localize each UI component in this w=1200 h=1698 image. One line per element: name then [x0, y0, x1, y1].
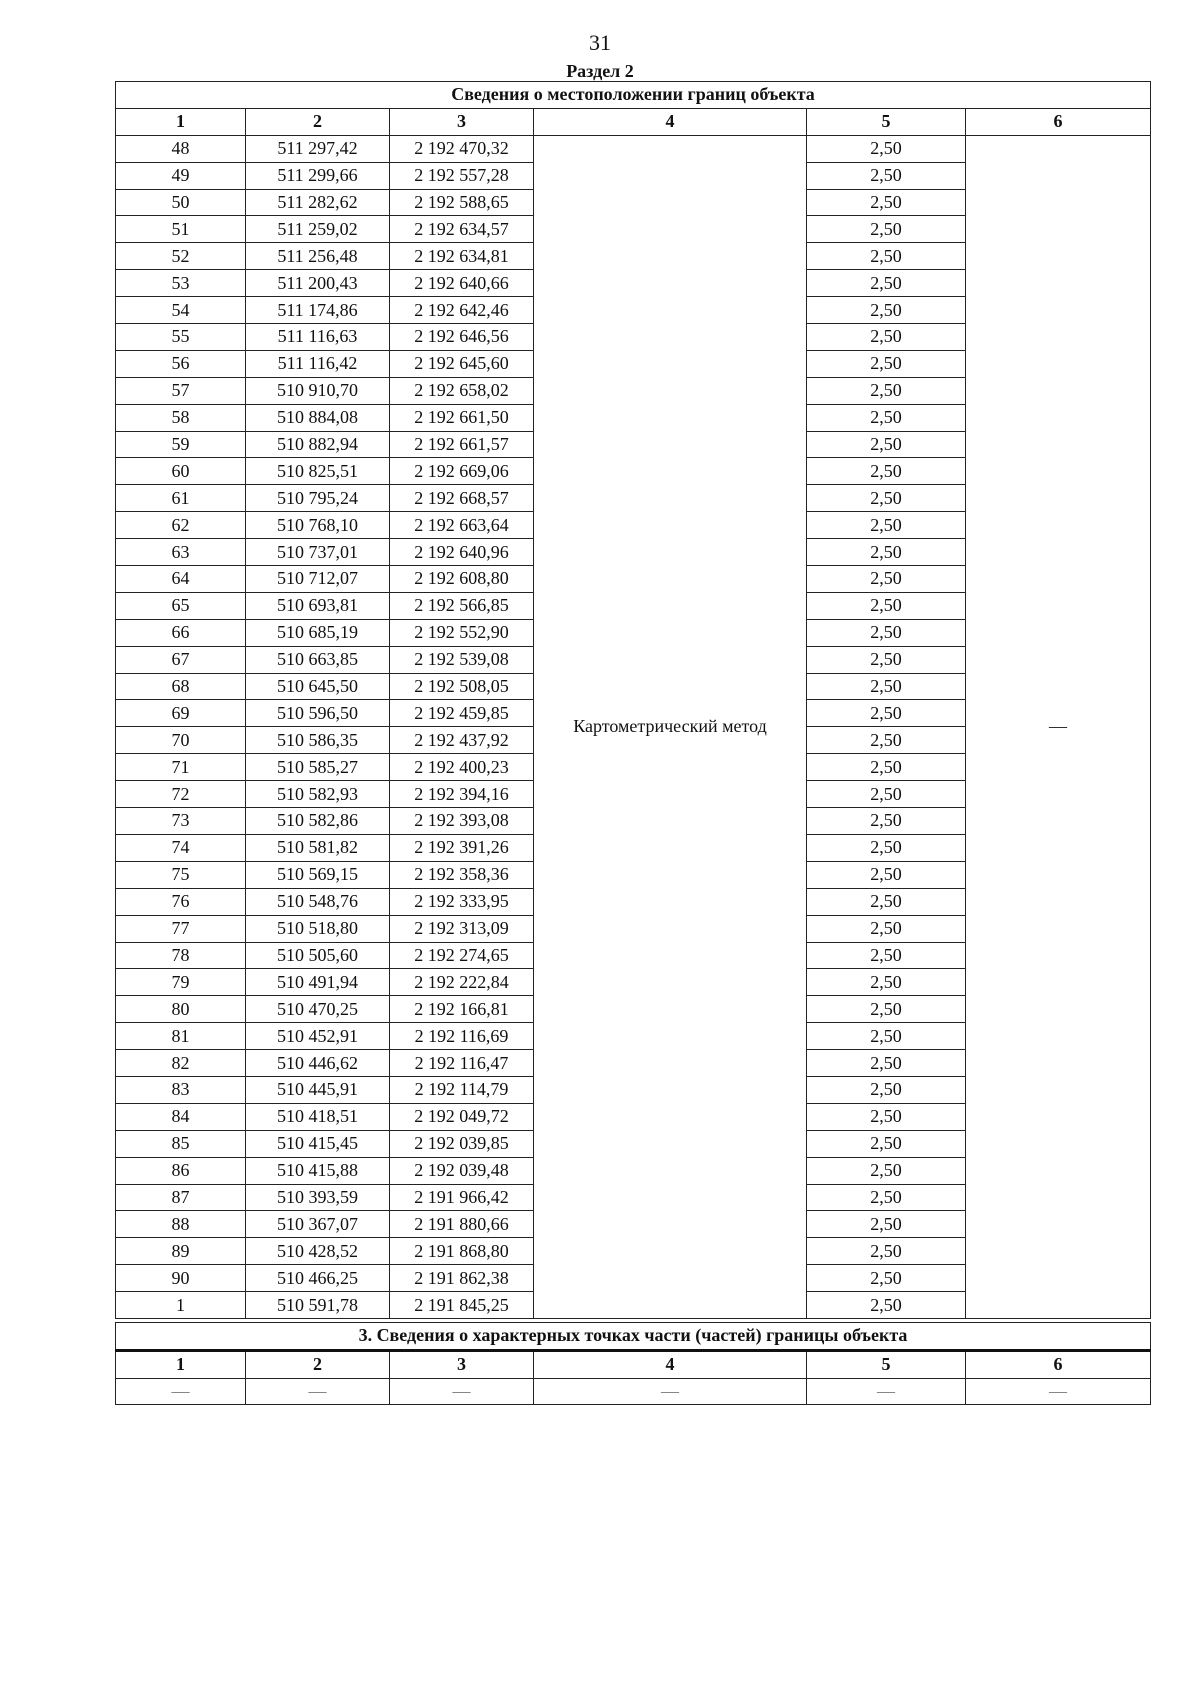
x-coordinate-cell: 510 582,93 — [246, 781, 390, 808]
x-coordinate-cell: 510 581,82 — [246, 834, 390, 861]
x-coordinate-cell: 510 768,10 — [246, 512, 390, 539]
point-number-cell: 90 — [116, 1265, 246, 1292]
x-coordinate-cell: 510 466,25 — [246, 1265, 390, 1292]
point-number-cell: 55 — [116, 324, 246, 351]
accuracy-cell: 2,50 — [807, 619, 966, 646]
x-coordinate-cell: 511 297,42 — [246, 135, 390, 162]
section3-title-row — [116, 1323, 1151, 1351]
point-number-cell: 48 — [116, 135, 246, 162]
table-cell: — — [534, 1378, 807, 1405]
y-coordinate-cell: 2 192 658,02 — [390, 377, 534, 404]
table-cell: — — [246, 1378, 390, 1405]
y-coordinate-cell: 2 192 663,64 — [390, 512, 534, 539]
x-coordinate-cell: 510 596,50 — [246, 700, 390, 727]
x-coordinate-cell: 510 569,15 — [246, 861, 390, 888]
y-coordinate-cell: 2 192 391,26 — [390, 834, 534, 861]
boundary-coordinates-table — [115, 81, 1151, 1319]
column-header: 4 — [534, 108, 807, 135]
point-number-cell: 74 — [116, 834, 246, 861]
x-coordinate-cell: 510 586,35 — [246, 727, 390, 754]
point-number-cell: 68 — [116, 673, 246, 700]
accuracy-cell: 2,50 — [807, 1157, 966, 1184]
x-coordinate-cell: 510 884,08 — [246, 404, 390, 431]
y-coordinate-cell: 2 192 566,85 — [390, 592, 534, 619]
accuracy-cell: 2,50 — [807, 834, 966, 861]
y-coordinate-cell: 2 192 358,36 — [390, 861, 534, 888]
y-coordinate-cell: 2 192 222,84 — [390, 969, 534, 996]
x-coordinate-cell: 511 282,62 — [246, 189, 390, 216]
x-coordinate-cell: 510 585,27 — [246, 754, 390, 781]
y-coordinate-cell: 2 192 116,47 — [390, 1050, 534, 1077]
section-label: Раздел 2 — [566, 61, 634, 81]
point-number-cell: 79 — [116, 969, 246, 996]
table-cell: — — [966, 1378, 1151, 1405]
y-coordinate-cell: 2 192 646,56 — [390, 324, 534, 351]
x-coordinate-cell: 510 591,78 — [246, 1292, 390, 1319]
y-coordinate-cell: 2 192 459,85 — [390, 700, 534, 727]
point-number-cell: 70 — [116, 727, 246, 754]
accuracy-cell: 2,50 — [807, 485, 966, 512]
y-coordinate-cell: 2 192 116,69 — [390, 1023, 534, 1050]
accuracy-cell: 2,50 — [807, 1292, 966, 1319]
x-coordinate-cell: 510 428,52 — [246, 1238, 390, 1265]
x-coordinate-cell: 511 200,43 — [246, 270, 390, 297]
x-coordinate-cell: 510 505,60 — [246, 942, 390, 969]
accuracy-cell: 2,50 — [807, 458, 966, 485]
table-cell: — — [116, 1378, 246, 1405]
accuracy-cell: 2,50 — [807, 243, 966, 270]
column-header: 4 — [534, 1350, 807, 1378]
accuracy-cell: 2,50 — [807, 1238, 966, 1265]
x-coordinate-cell: 510 470,25 — [246, 996, 390, 1023]
column-header: 6 — [966, 1350, 1151, 1378]
column-header: 5 — [807, 108, 966, 135]
point-number-cell: 52 — [116, 243, 246, 270]
y-coordinate-cell: 2 192 661,57 — [390, 431, 534, 458]
accuracy-cell: 2,50 — [807, 700, 966, 727]
x-coordinate-cell: 510 367,07 — [246, 1211, 390, 1238]
point-number-cell: 80 — [116, 996, 246, 1023]
column-header: 5 — [807, 1350, 966, 1378]
accuracy-cell: 2,50 — [807, 377, 966, 404]
point-number-cell: 54 — [116, 297, 246, 324]
point-number-cell: 78 — [116, 942, 246, 969]
accuracy-cell: 2,50 — [807, 942, 966, 969]
x-coordinate-cell: 511 299,66 — [246, 162, 390, 189]
section3-header-row — [116, 1350, 1151, 1378]
y-coordinate-cell: 2 191 868,80 — [390, 1238, 534, 1265]
accuracy-cell: 2,50 — [807, 754, 966, 781]
accuracy-cell: 2,50 — [807, 431, 966, 458]
accuracy-cell: 2,50 — [807, 1076, 966, 1103]
accuracy-cell: 2,50 — [807, 888, 966, 915]
table-cell: — — [807, 1378, 966, 1405]
accuracy-cell: 2,50 — [807, 404, 966, 431]
point-number-cell: 88 — [116, 1211, 246, 1238]
y-coordinate-cell: 2 192 039,85 — [390, 1130, 534, 1157]
accuracy-cell: 2,50 — [807, 727, 966, 754]
x-coordinate-cell: 511 259,02 — [246, 216, 390, 243]
x-coordinate-cell: 510 415,45 — [246, 1130, 390, 1157]
y-coordinate-cell: 2 192 645,60 — [390, 350, 534, 377]
table-title: Сведения о местоположении границ объекта — [116, 82, 1151, 109]
point-number-cell: 86 — [116, 1157, 246, 1184]
y-coordinate-cell: 2 191 966,42 — [390, 1184, 534, 1211]
column-header: 1 — [116, 108, 246, 135]
x-coordinate-cell: 510 685,19 — [246, 619, 390, 646]
x-coordinate-cell: 510 418,51 — [246, 1103, 390, 1130]
point-number-cell: 56 — [116, 350, 246, 377]
x-coordinate-cell: 510 693,81 — [246, 592, 390, 619]
y-coordinate-cell: 2 191 862,38 — [390, 1265, 534, 1292]
table-cell: — — [390, 1378, 534, 1405]
y-coordinate-cell: 2 192 393,08 — [390, 808, 534, 835]
point-number-cell: 87 — [116, 1184, 246, 1211]
x-coordinate-cell: 510 491,94 — [246, 969, 390, 996]
x-coordinate-cell: 510 825,51 — [246, 458, 390, 485]
y-coordinate-cell: 2 192 634,81 — [390, 243, 534, 270]
point-number-cell: 60 — [116, 458, 246, 485]
accuracy-cell: 2,50 — [807, 1130, 966, 1157]
x-coordinate-cell: 511 116,63 — [246, 324, 390, 351]
x-coordinate-cell: 510 393,59 — [246, 1184, 390, 1211]
x-coordinate-cell: 510 737,01 — [246, 539, 390, 566]
accuracy-cell: 2,50 — [807, 592, 966, 619]
x-coordinate-cell: 510 518,80 — [246, 915, 390, 942]
column-header: 3 — [390, 108, 534, 135]
accuracy-cell: 2,50 — [807, 162, 966, 189]
point-number-cell: 69 — [116, 700, 246, 727]
x-coordinate-cell: 510 645,50 — [246, 673, 390, 700]
accuracy-cell: 2,50 — [807, 673, 966, 700]
x-coordinate-cell: 510 452,91 — [246, 1023, 390, 1050]
x-coordinate-cell: 510 582,86 — [246, 808, 390, 835]
point-number-cell: 50 — [116, 189, 246, 216]
x-coordinate-cell: 510 712,07 — [246, 566, 390, 593]
point-number-cell: 64 — [116, 566, 246, 593]
y-coordinate-cell: 2 192 394,16 — [390, 781, 534, 808]
accuracy-cell: 2,50 — [807, 781, 966, 808]
point-number-cell: 81 — [116, 1023, 246, 1050]
accuracy-cell: 2,50 — [807, 969, 966, 996]
accuracy-cell: 2,50 — [807, 324, 966, 351]
accuracy-cell: 2,50 — [807, 1103, 966, 1130]
y-coordinate-cell: 2 192 634,57 — [390, 216, 534, 243]
section3-row — [116, 1378, 1151, 1405]
x-coordinate-cell: 510 548,76 — [246, 888, 390, 915]
column-header: 3 — [390, 1350, 534, 1378]
y-coordinate-cell: 2 192 508,05 — [390, 673, 534, 700]
accuracy-cell: 2,50 — [807, 1023, 966, 1050]
y-coordinate-cell: 2 192 640,96 — [390, 539, 534, 566]
x-coordinate-cell: 510 795,24 — [246, 485, 390, 512]
x-coordinate-cell: 510 445,91 — [246, 1076, 390, 1103]
table-title-row — [116, 82, 1151, 109]
accuracy-cell: 2,50 — [807, 512, 966, 539]
point-number-cell: 58 — [116, 404, 246, 431]
point-number-cell: 77 — [116, 915, 246, 942]
y-coordinate-cell: 2 192 313,09 — [390, 915, 534, 942]
x-coordinate-cell: 510 663,85 — [246, 646, 390, 673]
point-number-cell: 84 — [116, 1103, 246, 1130]
accuracy-cell: 2,50 — [807, 1211, 966, 1238]
point-number-cell: 49 — [116, 162, 246, 189]
accuracy-cell: 2,50 — [807, 996, 966, 1023]
x-coordinate-cell: 510 415,88 — [246, 1157, 390, 1184]
point-number-cell: 71 — [116, 754, 246, 781]
accuracy-cell: 2,50 — [807, 808, 966, 835]
accuracy-cell: 2,50 — [807, 1265, 966, 1292]
accuracy-cell: 2,50 — [807, 861, 966, 888]
y-coordinate-cell: 2 192 437,92 — [390, 727, 534, 754]
point-number-cell: 65 — [116, 592, 246, 619]
table-row — [116, 135, 1151, 162]
y-coordinate-cell: 2 192 274,65 — [390, 942, 534, 969]
point-number-cell: 53 — [116, 270, 246, 297]
point-number-cell: 66 — [116, 619, 246, 646]
x-coordinate-cell: 510 882,94 — [246, 431, 390, 458]
y-coordinate-cell: 2 192 669,06 — [390, 458, 534, 485]
section3-title: 3. Сведения о характерных точках части (частей) границы объекта — [116, 1323, 1151, 1351]
y-coordinate-cell: 2 192 668,57 — [390, 485, 534, 512]
column-header: 2 — [246, 1350, 390, 1378]
point-number-cell: 75 — [116, 861, 246, 888]
y-coordinate-cell: 2 192 039,48 — [390, 1157, 534, 1184]
accuracy-cell: 2,50 — [807, 915, 966, 942]
section3-table — [115, 1322, 1151, 1405]
y-coordinate-cell: 2 192 049,72 — [390, 1103, 534, 1130]
y-coordinate-cell: 2 192 640,66 — [390, 270, 534, 297]
y-coordinate-cell: 2 191 880,66 — [390, 1211, 534, 1238]
point-number-cell: 62 — [116, 512, 246, 539]
x-coordinate-cell: 511 116,42 — [246, 350, 390, 377]
y-coordinate-cell: 2 192 608,80 — [390, 566, 534, 593]
point-number-cell: 85 — [116, 1130, 246, 1157]
point-number-cell: 72 — [116, 781, 246, 808]
page-number: 31 — [589, 30, 611, 55]
accuracy-cell: 2,50 — [807, 566, 966, 593]
table-header-row — [116, 108, 1151, 135]
point-number-cell: 76 — [116, 888, 246, 915]
point-number-cell: 57 — [116, 377, 246, 404]
point-number-cell: 73 — [116, 808, 246, 835]
y-coordinate-cell: 2 192 166,81 — [390, 996, 534, 1023]
column-header: 2 — [246, 108, 390, 135]
point-number-cell: 1 — [116, 1292, 246, 1319]
y-coordinate-cell: 2 192 588,65 — [390, 189, 534, 216]
note-cell: — — [966, 135, 1151, 1318]
column-header: 6 — [966, 108, 1151, 135]
point-number-cell: 89 — [116, 1238, 246, 1265]
x-coordinate-cell: 511 174,86 — [246, 297, 390, 324]
column-header: 1 — [116, 1350, 246, 1378]
accuracy-cell: 2,50 — [807, 646, 966, 673]
accuracy-cell: 2,50 — [807, 135, 966, 162]
y-coordinate-cell: 2 192 552,90 — [390, 619, 534, 646]
y-coordinate-cell: 2 192 114,79 — [390, 1076, 534, 1103]
x-coordinate-cell: 510 910,70 — [246, 377, 390, 404]
x-coordinate-cell: 510 446,62 — [246, 1050, 390, 1077]
accuracy-cell: 2,50 — [807, 216, 966, 243]
point-number-cell: 61 — [116, 485, 246, 512]
y-coordinate-cell: 2 192 400,23 — [390, 754, 534, 781]
accuracy-cell: 2,50 — [807, 297, 966, 324]
y-coordinate-cell: 2 192 470,32 — [390, 135, 534, 162]
point-number-cell: 51 — [116, 216, 246, 243]
accuracy-cell: 2,50 — [807, 189, 966, 216]
x-coordinate-cell: 511 256,48 — [246, 243, 390, 270]
y-coordinate-cell: 2 192 642,46 — [390, 297, 534, 324]
method-cell: Картометрический метод — [534, 135, 807, 1318]
accuracy-cell: 2,50 — [807, 350, 966, 377]
point-number-cell: 83 — [116, 1076, 246, 1103]
y-coordinate-cell: 2 192 333,95 — [390, 888, 534, 915]
accuracy-cell: 2,50 — [807, 1050, 966, 1077]
point-number-cell: 59 — [116, 431, 246, 458]
accuracy-cell: 2,50 — [807, 539, 966, 566]
point-number-cell: 63 — [116, 539, 246, 566]
accuracy-cell: 2,50 — [807, 1184, 966, 1211]
y-coordinate-cell: 2 192 557,28 — [390, 162, 534, 189]
y-coordinate-cell: 2 191 845,25 — [390, 1292, 534, 1319]
point-number-cell: 67 — [116, 646, 246, 673]
y-coordinate-cell: 2 192 661,50 — [390, 404, 534, 431]
accuracy-cell: 2,50 — [807, 270, 966, 297]
y-coordinate-cell: 2 192 539,08 — [390, 646, 534, 673]
point-number-cell: 82 — [116, 1050, 246, 1077]
